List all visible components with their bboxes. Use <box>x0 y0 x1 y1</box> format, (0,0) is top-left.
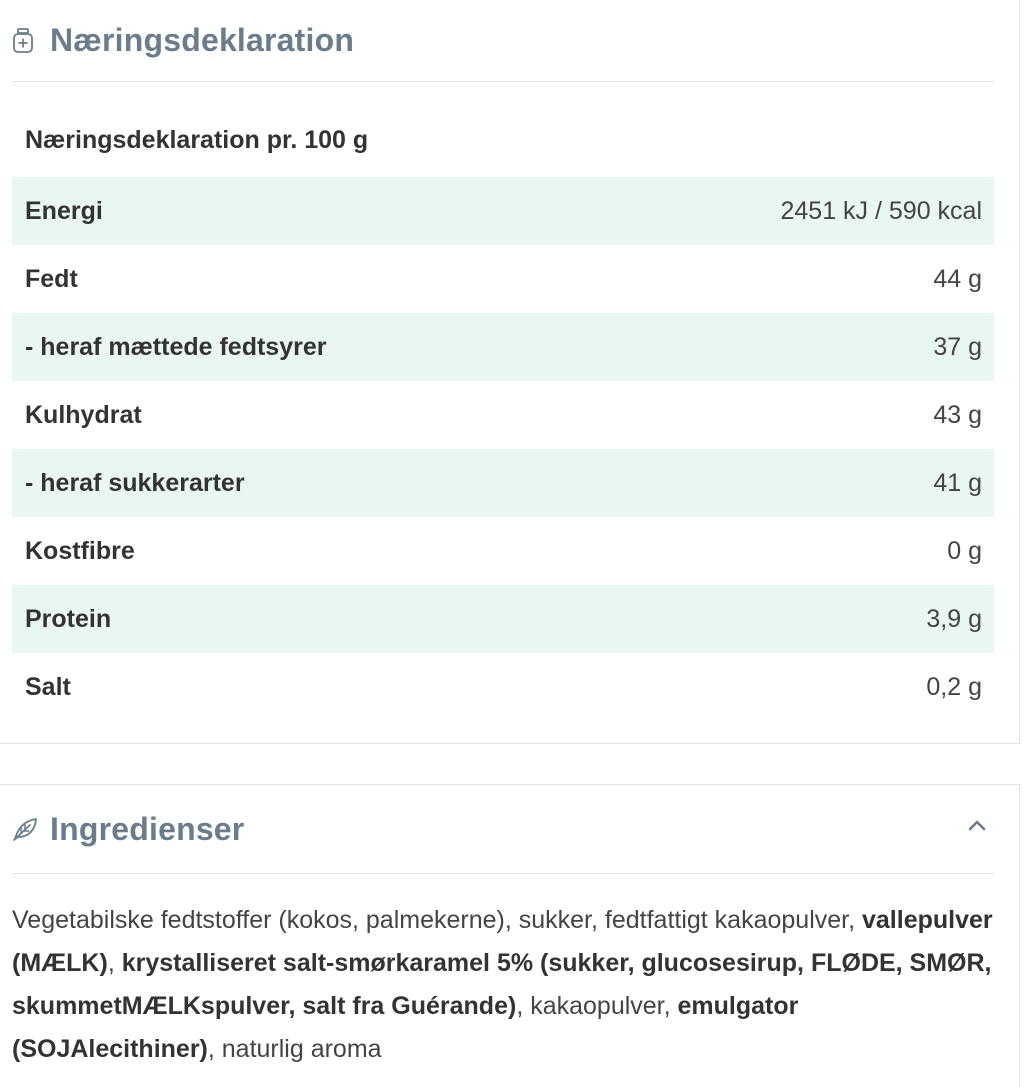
ingredient-allergen: krystalliseret salt-smørkaramel 5% (sukker, glucosesirup, FLØDE, SMØR, skummetMÆLKspulver, salt fra Guérande) <box>12 949 992 1020</box>
row-label: - heraf mættede fedtsyrer <box>25 332 327 361</box>
row-value: 3,9 g <box>926 604 982 633</box>
row-value: 2451 kJ / 590 kcal <box>780 196 982 225</box>
row-value: 41 g <box>933 468 982 497</box>
ingredient-text: , <box>107 949 122 977</box>
row-value: 0 g <box>947 536 982 565</box>
ingredient-text: Vegetabilske fedtstoffer (kokos, palmekerne), sukker, fedtfattigt kakaopulver, <box>12 906 862 934</box>
nutrition-header <box>12 0 994 82</box>
leaf-icon <box>12 814 38 844</box>
chevron-up-icon[interactable] <box>966 815 988 837</box>
bottle-plus-icon <box>12 26 38 56</box>
nutrition-title: Næringsdeklaration <box>50 22 355 58</box>
ingredient-text: , kakaopulver, <box>516 992 678 1020</box>
row-label: Kulhydrat <box>25 400 142 429</box>
ingredients-header[interactable] <box>12 785 994 874</box>
row-label: Kostfibre <box>25 536 135 565</box>
row-label: Energi <box>25 196 103 225</box>
ingredient-allergen: vallepulver (MÆLK) <box>12 906 993 977</box>
row-value: 43 g <box>933 400 982 429</box>
row-label: Salt <box>25 672 71 701</box>
nutrition-subtitle: Næringsdeklaration pr. 100 g <box>25 126 369 154</box>
nutrition-table <box>12 177 994 721</box>
table-row <box>12 517 994 585</box>
row-value: 44 g <box>933 264 982 293</box>
row-label: - heraf sukkerarter <box>25 468 245 497</box>
ingredient-text: , naturlig aroma <box>207 1035 382 1063</box>
ingredients-card <box>0 784 1020 1087</box>
table-row <box>12 245 994 313</box>
row-value: 37 g <box>933 332 982 361</box>
table-row <box>12 653 994 721</box>
ingredients-text <box>12 899 1002 1071</box>
table-row <box>12 585 994 653</box>
table-row <box>12 177 994 245</box>
row-label: Protein <box>25 604 112 633</box>
table-row <box>12 381 994 449</box>
row-value: 0,2 g <box>926 672 982 701</box>
ingredients-title: Ingredienser <box>50 810 245 847</box>
table-row <box>12 449 994 517</box>
ingredient-allergen: emulgator (SOJAlecithiner) <box>12 992 799 1063</box>
table-row <box>12 313 994 381</box>
row-label: Fedt <box>25 264 78 293</box>
